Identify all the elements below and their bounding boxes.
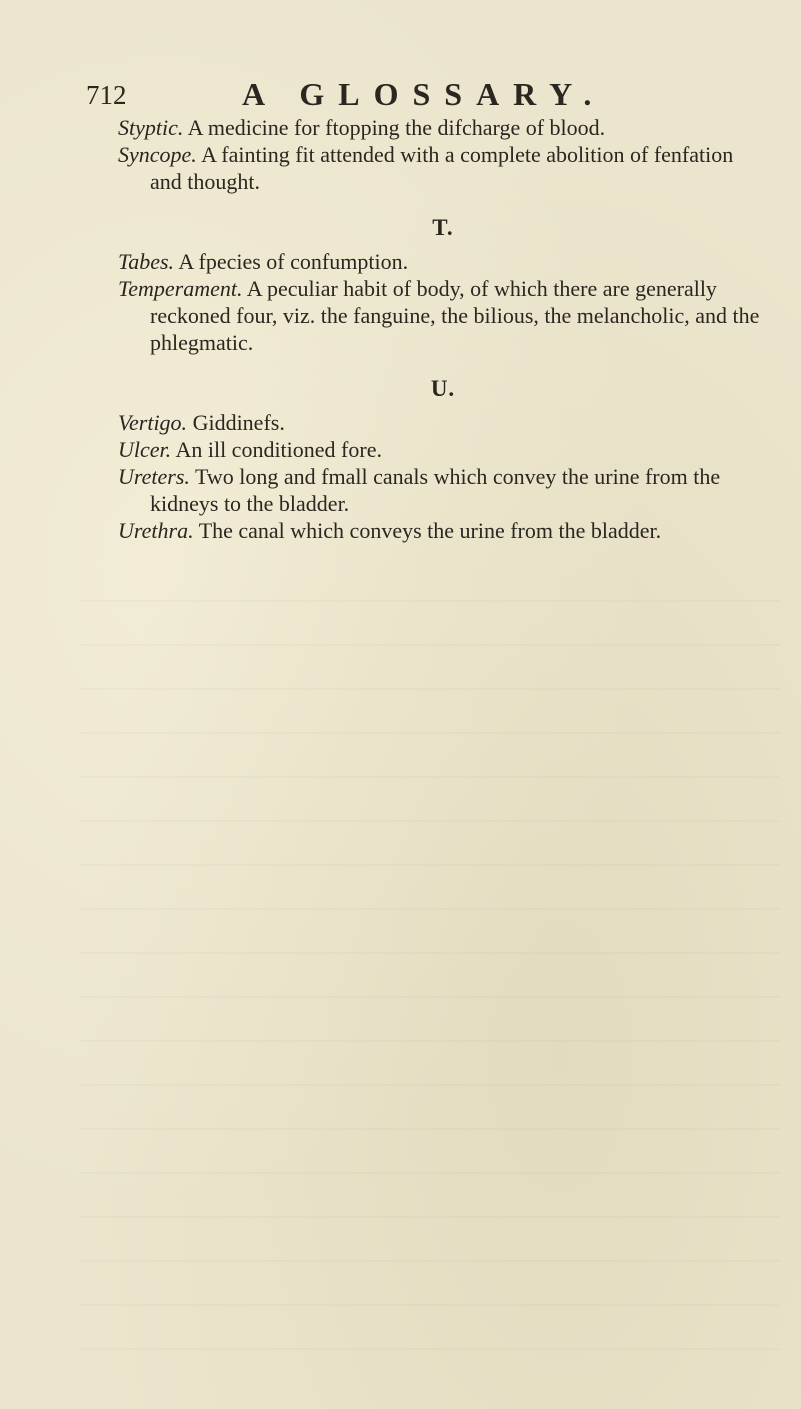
entry-term: Temperament. [118, 276, 243, 301]
glossary-entry [118, 463, 768, 517]
entry-term: Ulcer. [118, 437, 172, 462]
show-through-texture [80, 600, 780, 1360]
entry-term: Tabes. [118, 249, 175, 274]
section-letter: T. [432, 215, 454, 240]
entry-definition: A peculiar habit of body, of which there are generally reckoned four, viz. the fanguine, the bilious, the melancholic, and the phlegmatic. [150, 276, 760, 355]
entry-term: Syncope. [118, 142, 197, 167]
entry-definition: A medicine for ftopping the difcharge of blood. [187, 115, 606, 140]
glossary-entry [118, 141, 768, 195]
entry-term: Vertigo. [118, 410, 188, 435]
glossary-entry [118, 409, 768, 436]
entry-definition: A fpecies of confumption. [178, 249, 409, 274]
entry-term: Urethra. [118, 518, 194, 543]
entry-definition: Two long and fmall canals which convey the urine from the kidneys to the bladder. [150, 464, 721, 516]
running-head: A GLOSSARY. [242, 76, 606, 112]
glossary-entry [118, 275, 768, 356]
entry-definition: The canal which conveys the urine from the bladder. [198, 518, 662, 543]
entry-definition: Giddinefs. [192, 410, 285, 435]
glossary-entry [118, 436, 768, 463]
glossary-entry [118, 114, 768, 141]
section-letter: U. [430, 376, 456, 401]
entry-definition: An ill conditioned fore. [175, 437, 382, 462]
glossary-entry [118, 248, 768, 275]
entry-term: Styptic. [118, 115, 184, 140]
entry-term: Ureters. [118, 464, 190, 489]
glossary-content [118, 114, 768, 544]
entry-definition: A fainting fit attended with a complete abolition of fenfation and thought. [150, 142, 734, 194]
glossary-entry [118, 517, 768, 544]
page-number: 712 [86, 80, 127, 110]
